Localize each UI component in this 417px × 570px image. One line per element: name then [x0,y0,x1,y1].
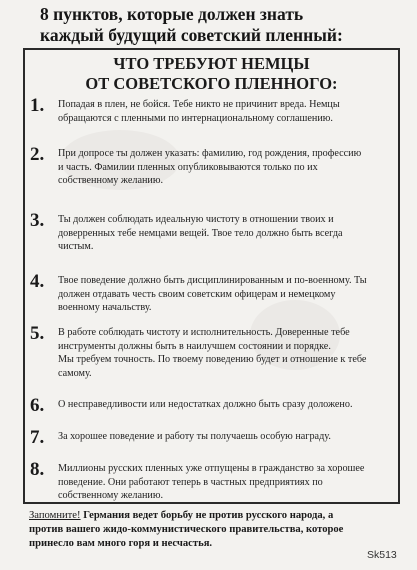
remember-line: принесло вам много горя и несчастья. [29,538,213,549]
rule-text [58,274,393,315]
leaflet-heading [40,4,385,46]
rule-line: собственному желанию. [58,175,164,187]
rule-line: За хорошее поведение и работу ты получаешь особую награду. [58,431,331,442]
rule-line: доверренных тебе немцами вещей. Твое тело должно быть всегда [58,227,343,239]
rule-line: Попадая в плен, не бойся. Тебе никто не причинит вреда. Немцы [58,99,340,110]
remember-label: Запомните! [29,510,81,521]
rule-number: 4. [30,271,45,292]
rule-text [58,398,393,412]
rule-line: самому. [58,367,92,379]
rule-line: обращаются с пленными по интернациональному соглашению. [58,112,333,124]
rule-text [58,462,393,503]
remember-text: Германия ведет борьбу не против русского народа, а [80,510,334,521]
rule-line: инструменты должны быть в наилучшем состоянии и порядке. [58,340,331,352]
rule-line: В работе соблюдать чистоту и исполнительность. Доверенные тебе [58,327,350,338]
remember-line: против вашего жидо-коммунистического правительства, которое [29,524,344,535]
frame-title [23,54,400,94]
remember-note [29,509,394,551]
rule-number: 2. [30,144,45,165]
rule-number: 1. [30,95,45,116]
rule-line: поведение. Они работают теперь в частных предприятиях по [58,476,323,488]
frame-title-line: ЧТО ТРЕБУЮТ НЕМЦЫ [113,54,310,73]
heading-line: 8 пунктов, которые должен знать [40,4,304,24]
remember-line [29,509,394,523]
rule-line: О несправедливости или недостатках должно быть сразу доложено. [58,399,353,410]
rule-line: военному начальству. [58,302,152,314]
rule-line: При допросе ты должен указать: фамилию, год рождения, профессию [58,148,362,159]
rule-line: чистым. [58,241,94,253]
rule-text [58,213,393,254]
catalog-code: Sk513 [367,549,397,561]
rule-number: 3. [30,210,45,231]
rule-text [58,147,393,188]
rule-number: 5. [30,323,45,344]
rule-line: Ты должен соблюдать идеальную чистоту в отношении твоих и [58,214,334,225]
rule-line: собственному желанию. [58,490,164,502]
rule-number: 8. [30,459,45,480]
rule-number: 7. [30,427,45,448]
rule-number: 6. [30,395,45,416]
rule-line: Мы требуем точность. По твоему поведению будет и отношение к тебе [58,354,367,366]
rule-line: должен отдавать честь своим советским офицерам и немецкому [58,288,336,300]
rule-line: и часть. Фамилии пленных опубликовываются только по их [58,161,318,173]
rule-line: Твое поведение должно быть дисциплинированным и по-военному. Ты [58,275,367,286]
rule-text [58,430,393,444]
heading-line: каждый будущий советский пленный: [40,25,343,45]
frame-title-line: ОТ СОВЕТСКОГО ПЛЕННОГО: [85,74,338,93]
rule-line: Миллионы русских пленных уже отпущены в гражданство за хорошее [58,463,365,474]
rule-text [58,326,393,380]
rule-text [58,98,393,125]
